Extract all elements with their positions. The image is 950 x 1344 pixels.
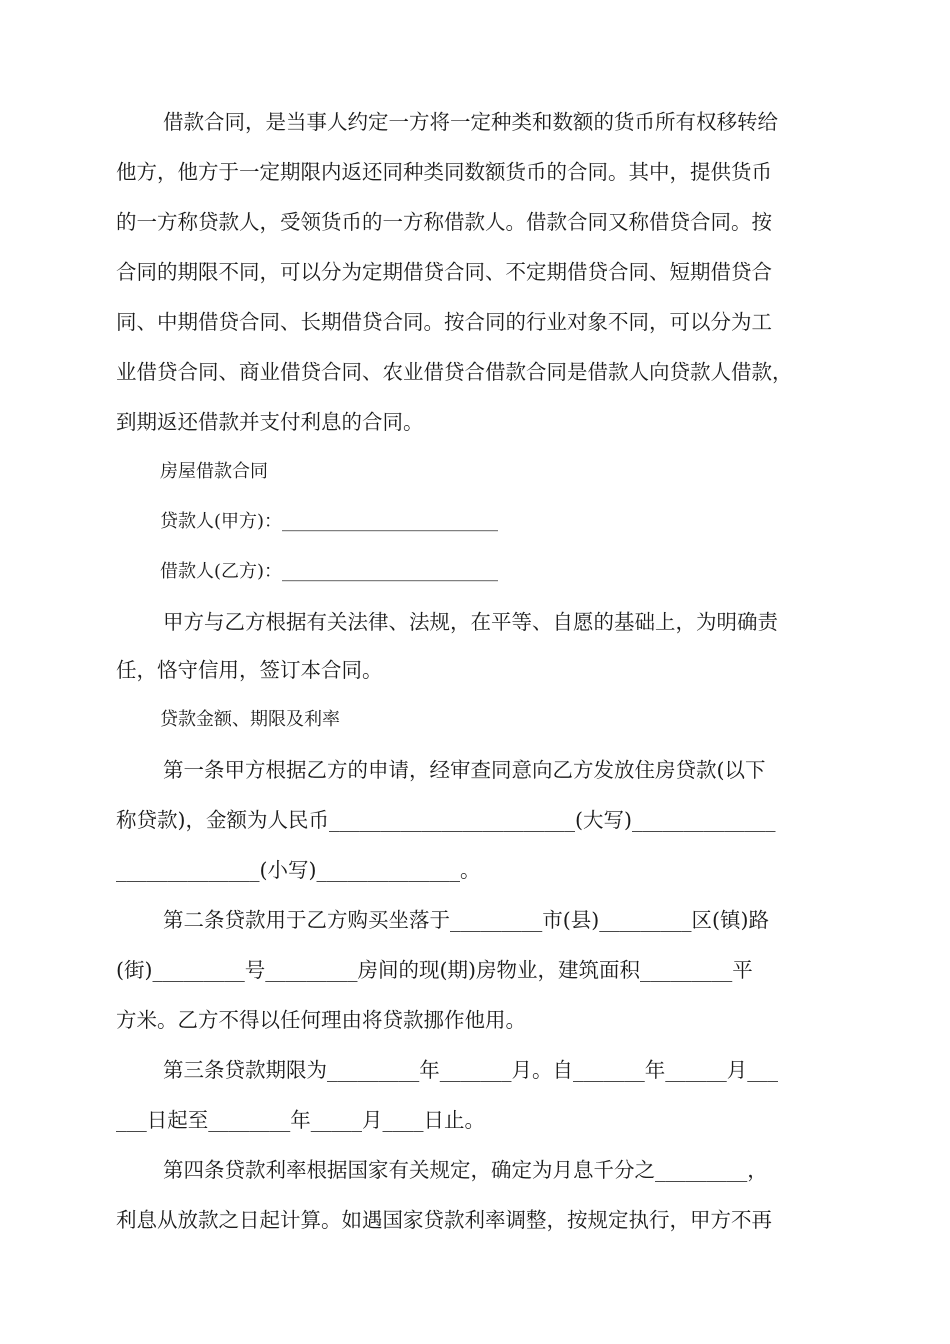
paragraph-line: 到期返还借款并支付利息的合同。 — [116, 410, 424, 434]
paragraph-line: 他方，他方于一定期限内返还同种类同数额货币的合同。其中，提供货币 — [116, 160, 772, 184]
clause-line: 第一条甲方根据乙方的申请，经审查同意向乙方发放住房贷款(以下 — [163, 758, 766, 782]
paragraph-line: 同、中期借贷合同、长期借贷合同。按合同的行业对象不同，可以分为工 — [116, 310, 772, 334]
section-heading: 贷款金额、期限及利率 — [160, 709, 340, 730]
contract-title: 房屋借款合同 — [160, 461, 268, 482]
clause-line: 第三条贷款期限为_________年_______月。自_______年______月___ — [163, 1058, 778, 1082]
paragraph-line: 甲方与乙方根据有关法律、法规，在平等、自愿的基础上，为明确责 — [163, 610, 778, 634]
paragraph-line: 的一方称贷款人，受领货币的一方称借款人。借款合同又称借贷合同。按 — [116, 210, 772, 234]
clause-line: 第四条贷款利率根据国家有关规定，确定为月息千分之_________， — [163, 1158, 768, 1182]
paragraph-line: 业借贷合同、商业借贷合同、农业借贷合借款合同是借款人向贷款人借款， — [116, 360, 793, 384]
paragraph-line: 借款合同，是当事人约定一方将一定种类和数额的货币所有权移转给 — [163, 110, 778, 134]
clause-line: 方米。乙方不得以任何理由将贷款挪作他用。 — [116, 1008, 526, 1032]
clause-line: 称贷款)，金额为人民币________________________(大写)______________ — [116, 808, 776, 832]
clause-line: ______________(小写)______________。 — [116, 858, 481, 882]
paragraph-line: 任，恪守信用，签订本合同。 — [116, 658, 383, 682]
clause-line: (街)_________号_________房间的现(期)房物业，建筑面积_________平 — [116, 958, 753, 982]
borrower-field-line: 借款人(乙方)：________________________ — [160, 561, 499, 582]
clause-line: 第二条贷款用于乙方购买坐落于_________市(县)_________区(镇)路 — [163, 908, 769, 932]
clause-line: 利息从放款之日起计算。如遇国家贷款利率调整，按规定执行，甲方不再 — [116, 1208, 772, 1232]
clause-line: ___日起至________年_____月____日止。 — [116, 1108, 485, 1132]
paragraph-line: 合同的期限不同，可以分为定期借贷合同、不定期借贷合同、短期借贷合 — [116, 260, 772, 284]
lender-field-line: 贷款人(甲方)：________________________ — [160, 511, 499, 532]
